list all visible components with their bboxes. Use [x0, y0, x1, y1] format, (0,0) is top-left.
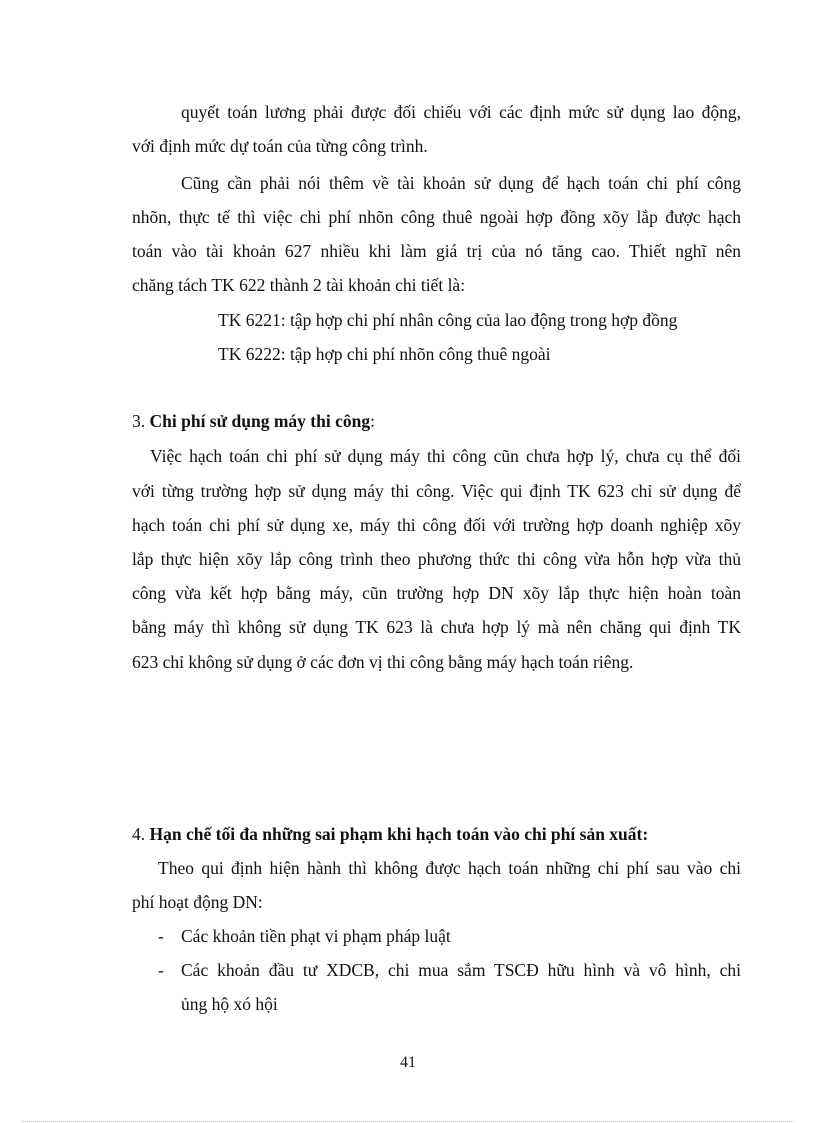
bullet-item-continuation: ủng hộ xó hội [181, 994, 278, 1014]
paragraph-line: công vừa kết hợp bằng máy, cũn trường hợp DN xõy lắp thực hiện hoàn toàn [132, 583, 741, 603]
account-line: TK 6222: tập hợp chi phí nhõn công thuê ngoài [218, 344, 551, 364]
section-3-heading [132, 410, 375, 432]
paragraph-line: Cũng cần phải nói thêm về tài khoản sử dụng để hạch toán chi phí công [181, 173, 741, 193]
paragraph-line: toán vào tài khoản 627 nhiều khi làm giá trị của nó tăng cao. Thiết nghĩ nên [132, 241, 741, 261]
footer-dotted-rule [22, 1121, 794, 1122]
section-3-title: Chi phí sử dụng máy thi công [149, 411, 371, 431]
bullet-marker: - [158, 960, 164, 980]
bullet-item: Các khoản tiền phạt vi phạm pháp luật [181, 926, 451, 946]
section-4-heading [132, 823, 648, 845]
paragraph-line: chăng tách TK 622 thành 2 tài khoản chi tiết là: [132, 275, 466, 295]
paragraph-line: Theo qui định hiện hành thì không được hạch toán những chi phí sau vào chi [158, 858, 741, 878]
account-line: TK 6221: tập hợp chi phí nhân công của lao động trong hợp đồng [218, 310, 678, 330]
bullet-marker: - [158, 926, 164, 946]
paragraph-line: lắp thực hiện xõy lắp công trình theo phương thức thi công vừa hỗn hợp vừa thủ [132, 549, 741, 569]
bullet-item: Các khoản đầu tư XDCB, chi mua sắm TSCĐ hữu hình và vô hình, chi [181, 960, 741, 980]
paragraph-line: phí hoạt động DN: [132, 892, 263, 912]
section-3-number: 3. [132, 411, 146, 431]
paragraph-line: nhõn, thực tế thì việc chi phí nhõn công thuê ngoài hợp đồng xõy lắp được hạch [132, 207, 741, 227]
page-number: 41 [400, 1054, 416, 1071]
paragraph-line: quyết toán lương phải được đối chiếu với các định mức sử dụng lao động, [181, 102, 741, 122]
section-4-title: Hạn chế tối đa những sai phạm khi hạch toán vào chi phí sản xuất: [149, 824, 649, 844]
section-4-number: 4. [132, 824, 146, 844]
section-3-title-suffix: : [370, 411, 375, 431]
paragraph-line: với từng trường hợp sử dụng máy thi công. Việc qui định TK 623 chỉ sử dụng để [132, 481, 741, 501]
paragraph-line: hạch toán chi phí sử dụng xe, máy thi công đối với trường hợp doanh nghiệp xõy [132, 515, 741, 535]
paragraph-line: với định mức dự toán của từng công trình. [132, 136, 428, 156]
paragraph-line: Việc hạch toán chi phí sử dụng máy thi công cũn chưa hợp lý, chưa cụ thể đối [150, 446, 741, 466]
paragraph-line: 623 chỉ không sử dụng ở các đơn vị thi công bằng máy hạch toán riêng. [132, 652, 634, 672]
paragraph-line: bằng máy thì không sử dụng TK 623 là chưa hợp lý mà nên chăng qui định TK [132, 617, 741, 637]
